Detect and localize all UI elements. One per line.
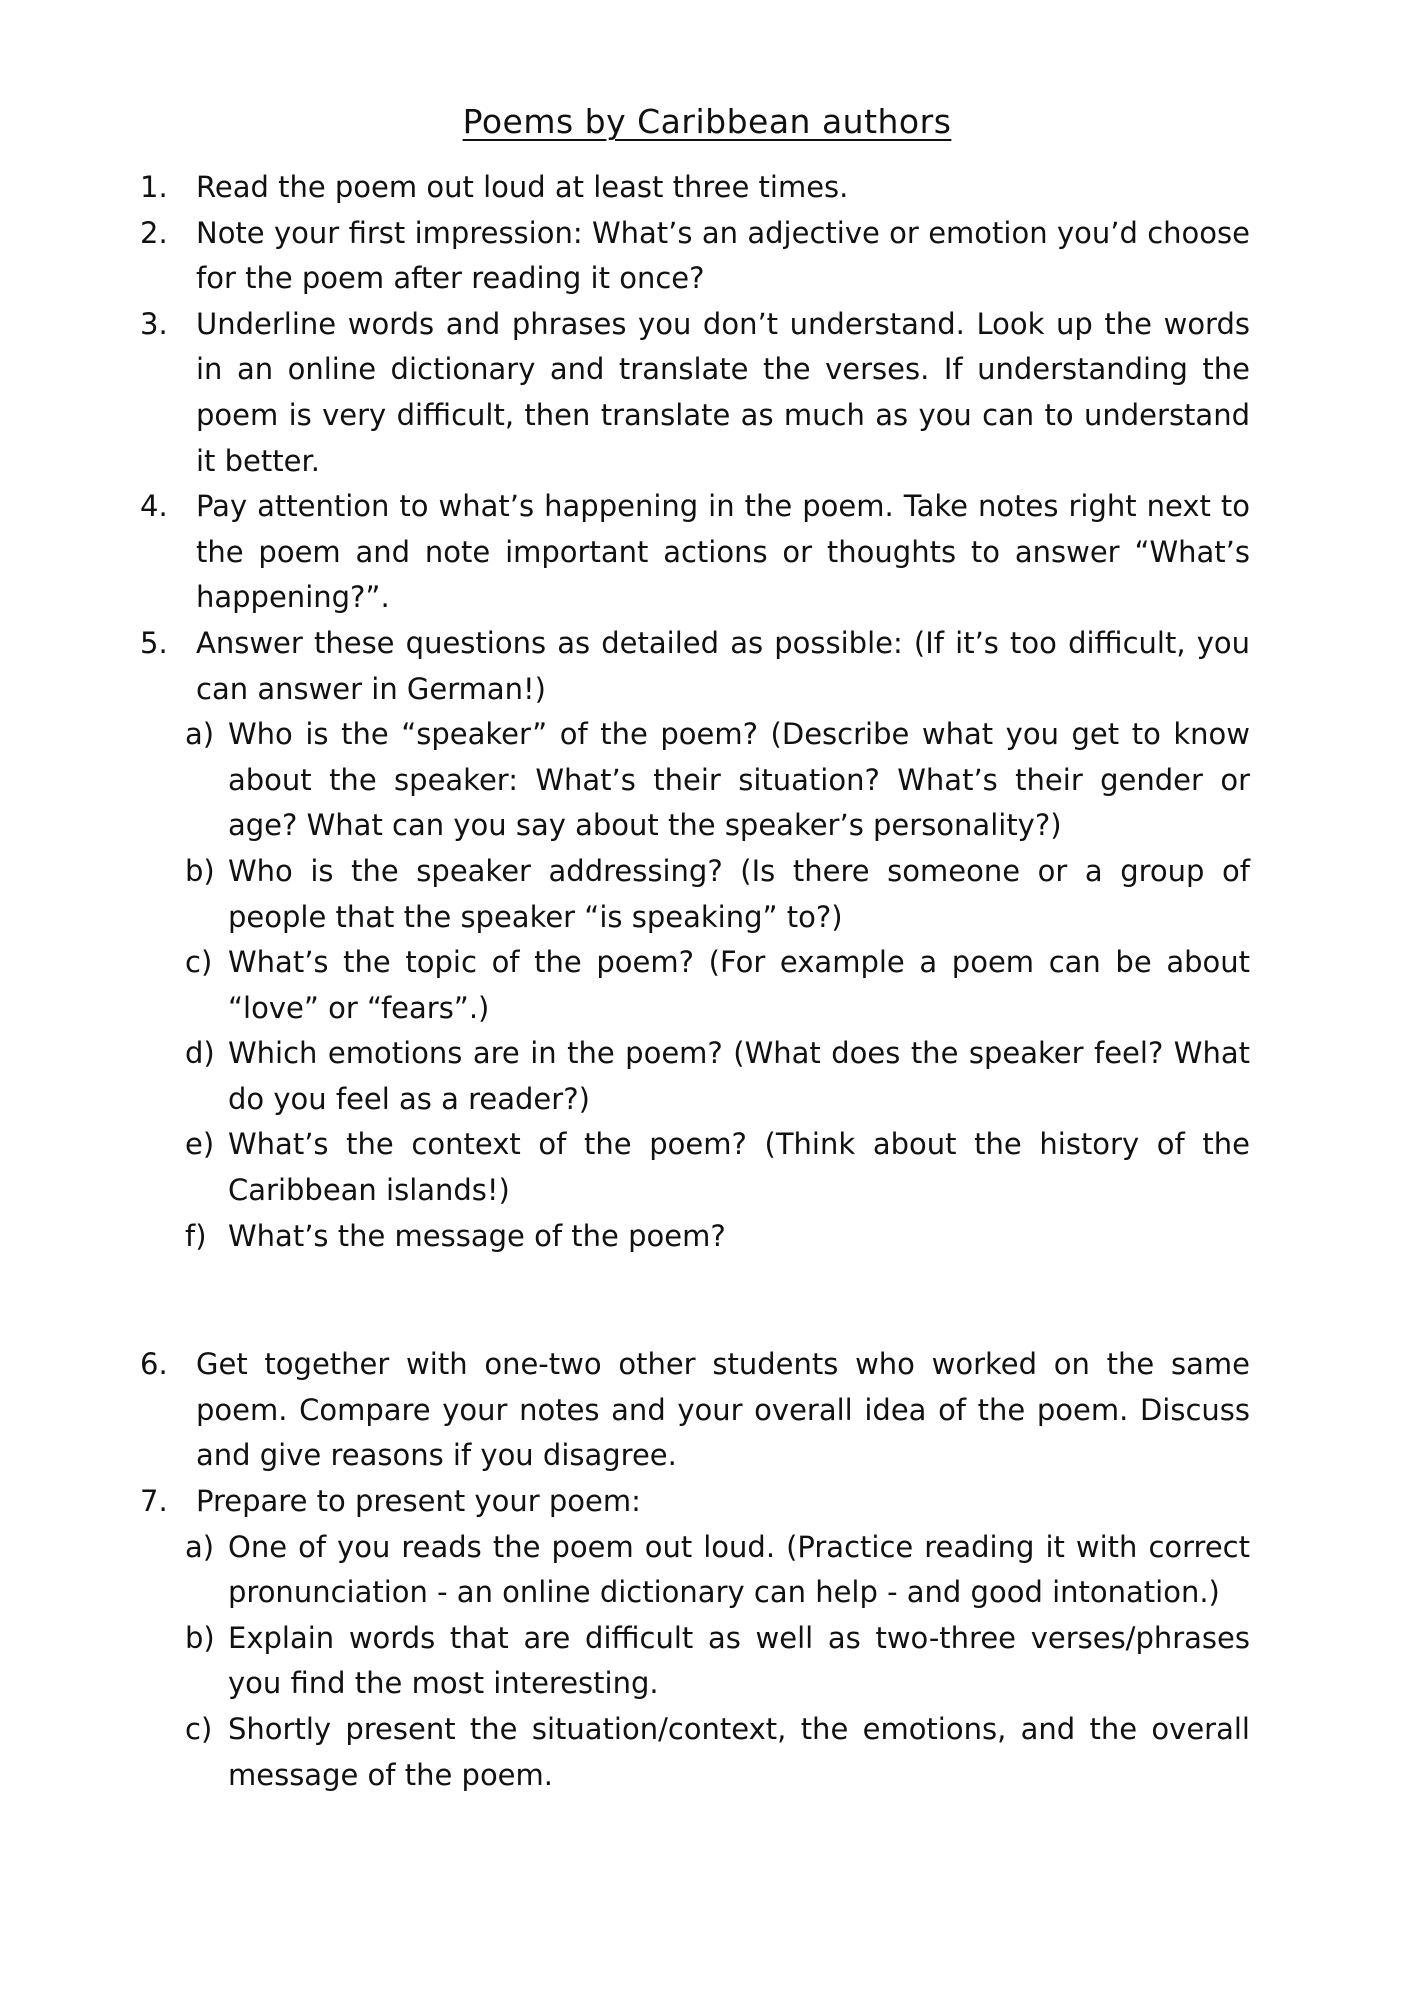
sublist-item-f <box>185 1214 1250 1260</box>
list-item-text: Read the poem out loud at least three times. <box>196 170 849 204</box>
list-item-text: Get together with one-two other students who worked on the same poem. Compare your notes and your overall idea of the poem. Discuss and give reasons if you disagree. <box>196 1347 1250 1473</box>
sublist-item-a <box>185 1525 1250 1616</box>
list-item-text: Underline words and phrases you don’t understand. Look up the words in an online dictionary and translate the verses. If understanding the poem is very difficult, then translate as much as you can to understand it better. <box>196 306 1250 478</box>
sublist-item-text: Who is the speaker addressing? (Is there someone or a group of people that the speaker “is speaking” to?) <box>228 853 1250 934</box>
sublist-item-text: What’s the context of the poem? (Think about the history of the Caribbean islands!) <box>228 1127 1250 1208</box>
sublist-item-e <box>185 1122 1250 1213</box>
sublist-item-text: What’s the topic of the poem? (For example a poem can be about “love” or “fears”.) <box>228 945 1250 1025</box>
sublist-item-b <box>185 849 1250 940</box>
list-number: 3. <box>140 306 168 341</box>
list-item-4 <box>140 484 1250 621</box>
sublist-item-text: Who is the “speaker” of the poem? (Describe what you get to know about the speaker: What’s their situation? What’s their gender or age? What can you say about the speaker’s personality?) <box>228 717 1250 843</box>
section-spacer <box>140 1259 1250 1342</box>
sublist-item-text: What’s the message of the poem? <box>228 1218 726 1253</box>
list-number: 6. <box>140 1347 168 1382</box>
list-number: 4. <box>140 489 168 524</box>
sublist-letter: d) <box>185 1036 215 1071</box>
list-number: 1. <box>140 170 168 204</box>
list-item-2 <box>140 211 1250 302</box>
sublist-letter: a) <box>185 1529 215 1564</box>
list-item-6 <box>140 1342 1250 1479</box>
sublist-item-c <box>185 940 1250 1031</box>
sublist-item-a <box>185 712 1250 849</box>
list-item-text: Prepare to present your poem: <box>196 1484 641 1519</box>
list-item-3 <box>140 302 1250 484</box>
list-number: 2. <box>140 215 168 250</box>
list-number: 5. <box>140 625 168 660</box>
list-item-1 <box>140 165 1250 211</box>
sublist-letter: c) <box>185 1712 213 1746</box>
sublist-presentation <box>140 1525 1250 1799</box>
list-item-5 <box>140 621 1250 712</box>
page-title-text: Poems by Caribbean authors <box>462 102 952 141</box>
sublist-letter: b) <box>185 1620 215 1655</box>
sublist-letter: e) <box>185 1127 215 1162</box>
sublist-letter: b) <box>185 853 215 888</box>
sublist-item-text: Explain words that are difficult as well as two-three verses/phrases you find the most interesting. <box>228 1620 1250 1701</box>
instructions-list <box>140 165 1250 1798</box>
sublist-item-c <box>185 1707 1250 1798</box>
list-item-text: Pay attention to what’s happening in the poem. Take notes right next to the poem and note important actions or thoughts to answer “What’s happening?”. <box>196 489 1250 615</box>
sublist-item-b <box>185 1616 1250 1707</box>
list-item-7 <box>140 1479 1250 1525</box>
sublist-item-text: Which emotions are in the poem? (What does the speaker feel? What do you feel as a reader?) <box>228 1036 1250 1116</box>
list-item-text: Answer these questions as detailed as possible: (If it’s too difficult, you can answer in German!) <box>196 625 1250 706</box>
sublist-item-d <box>185 1031 1250 1122</box>
sublist-letter: c) <box>185 945 213 980</box>
page-title <box>0 100 1414 144</box>
sublist-letter: a) <box>185 717 215 752</box>
sublist-letter: f) <box>185 1218 207 1253</box>
list-number: 7. <box>140 1484 168 1519</box>
sublist-questions <box>140 712 1250 1259</box>
list-item-text: Note your first impression: What’s an adjective or emotion you’d choose for the poem after reading it once? <box>196 215 1250 296</box>
sublist-item-text: Shortly present the situation/context, the emotions, and the overall message of the poem. <box>228 1712 1250 1792</box>
sublist-item-text: One of you reads the poem out loud. (Practice reading it with correct pronunciation - an online dictionary can help - and good intonation.) <box>228 1529 1250 1610</box>
